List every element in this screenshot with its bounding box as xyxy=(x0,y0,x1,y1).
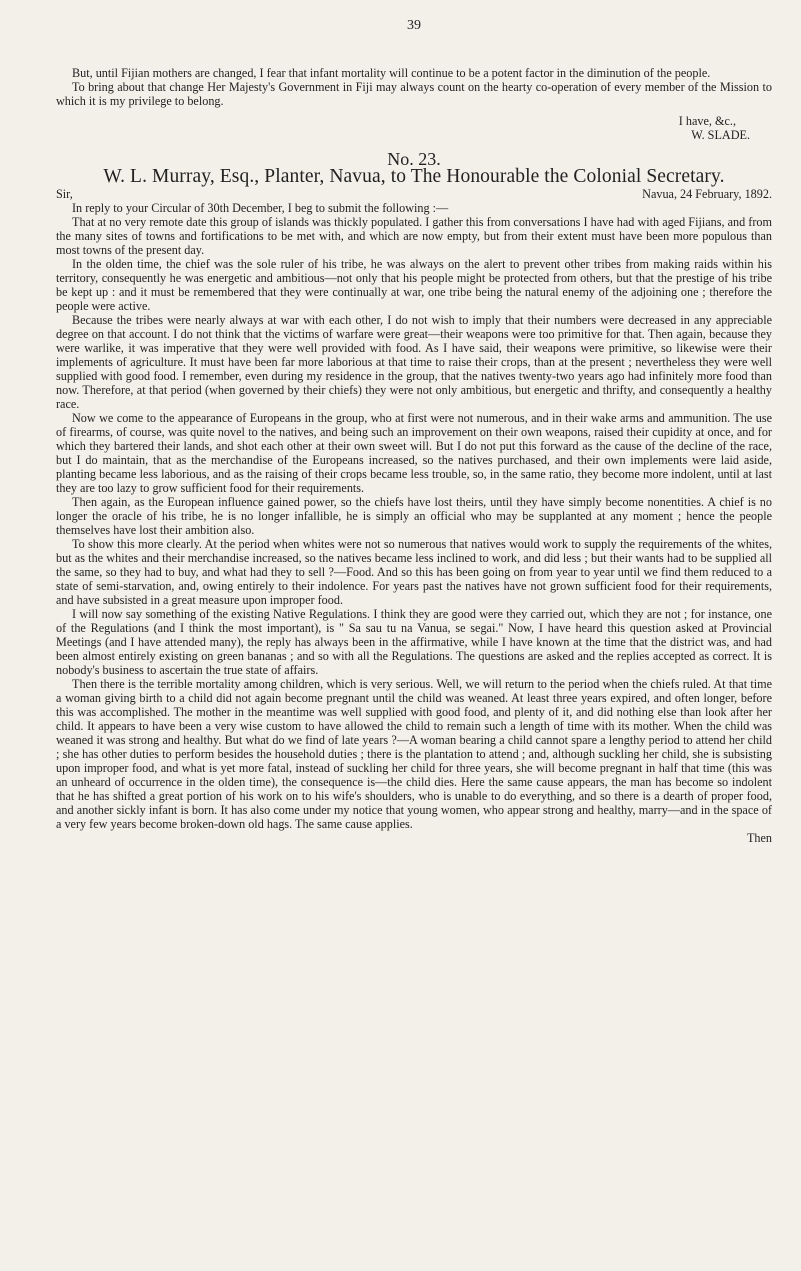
catchword: Then xyxy=(746,831,772,845)
letter-number: No. 23. xyxy=(387,149,441,169)
paragraph: In the olden time, the chief was the sole ruler of his tribe, he was always on the alert to prevent other tribes from making raids within his territory, consequently he was energetic and ambitious—not only that his people might be protected from others, but that the prestige of his tribe be kept up : and it must be remembered that they were continually at war, one tribe being the natural enemy of the adjoining one ; therefore the people were active. xyxy=(56,257,772,313)
paragraph: To show this more clearly. At the period when whites were not so numerous that natives would work to supply the requirements of the whites, but as the whites and their merchandise increased, so the natives became less inclined to work, and did less ; but their wants had to be supplied all the same, so they had to buy, and what had they to sell ?—Food. And so this has been going on from year to year until we find them reduced to a state of semi-starvation, and, owing entirely to their indolence. For years past the natives have not grown sufficient food for their requirements, and have subsisted in a great measure upon improper food. xyxy=(56,537,772,607)
document-page xyxy=(56,0,772,1271)
closing-line: I have, &c., xyxy=(678,114,736,128)
salutation-row xyxy=(56,187,772,201)
paragraph: That at no very remote date this group of islands was thickly populated. I gather this from conversations I have had with aged Fijians, and from the many sites of towns and fortifications to be met with, and which are now empty, but from their extent must have been more populous than most towns of the present day. xyxy=(56,215,772,257)
letter-title: W. L. Murray, Esq., Planter, Navua, to The Honourable the Colonial Secretary. xyxy=(103,166,725,187)
paragraph: Because the tribes were nearly always at war with each other, I do not wish to imply that their numbers were decreased in any appreciable degree on that account. I do not think that the victims of warfare were great—their weapons were too primitive for that. Then again, because they were warlike, it was imperative that they were well provided with food. As I have said, their weapons were primitive, so likewise were their implements of agriculture. It must have been far more laborious at that time to raise their crops, than at the present ; nevertheless they were well supplied with good food. I remember, even during my residence in the group, that the natives twenty-two years ago had infinitely more food than now. Therefore, at that period (when governed by their chiefs) they were not only ambitious, but energetic and thrifty, and consequently a healthy race. xyxy=(56,313,772,411)
paragraph: In reply to your Circular of 30th December, I beg to submit the following :— xyxy=(72,201,449,215)
top-paragraph: But, until Fijian mothers are changed, I fear that infant mortality will continue to be a potent factor in the diminution of the people. xyxy=(72,66,711,80)
paragraph: I will now say something of the existing Native Regulations. I think they are good were they carried out, which they are not ; for instance, one of the Regulations (and I think the most important), is " Sa sau tu na Vanua, se segai." Now, I have heard this question asked at Provincial Meetings (and I have attended many), the reply has always been in the affirmative, while I have known at the time that the district was, and had been almost entirely existing on green bananas ; and so with all the Regulations. The questions are asked and the replies accepted as correct. It is nobody's business to ascertain the true state of affairs. xyxy=(56,607,772,677)
signature: W. SLADE. xyxy=(691,128,750,142)
paragraph: Then again, as the European influence gained power, so the chiefs have lost theirs, until they have simply become nonentities. A chief is no longer the oracle of his tribe, he is no longer infallible, he is simply an official who may be supplanted at any moment ; hence the people themselves have lost their ambition also. xyxy=(56,495,772,537)
salutation: Sir, xyxy=(56,187,73,201)
page-number: 39 xyxy=(407,18,421,33)
top-paragraph: To bring about that change Her Majesty's Government in Fiji may always count on the hearty co-operation of every member of the Mission to which it is my privilege to belong. xyxy=(56,80,772,108)
paragraph: Now we come to the appearance of Europeans in the group, who at first were not numerous, and in their wake arms and ammunition. The use of firearms, of course, was quite novel to the natives, and being such an improvement on their own weapons, raised their cupidity at once, and for which they bartered their lands, and shot each other at their own sweet will. But I do not put this forward as the cause of the decline of the race, but I do maintain, that as the merchandise of the Europeans increased, so the natives purchased, and their own implements were laid aside, planting became less laborious, and as the raising of their crops became less trouble, so, in the same ratio, they become more indolent, until at last they are too lazy to grow sufficient food for their requirements. xyxy=(56,411,772,495)
dateline: Navua, 24 February, 1892. xyxy=(642,187,772,201)
body-text xyxy=(56,66,772,845)
paragraph: Then there is the terrible mortality among children, which is very serious. Well, we will return to the period when the chiefs ruled. At that time a woman giving birth to a child did not again become pregnant until the child was weaned. At least three years expired, and often longer, before this was accomplished. The mother in the meantime was well supplied with good food, and plenty of it, and did nothing else than look after her child. It appears to have been a very wise custom to have allowed the child to remain such a length of time with its mother. When the child was weaned it was strong and healthy. But what do we find of late years ?—A woman bearing a child cannot spare a lengthy period to attend her child ; she has other duties to perform besides the household duties ; there is the plantation to attend ; and, although suckling her child, she is subsisting upon improper food, and what is yet more fatal, instead of suckling her child for three years, she will become pregnant in half that time (this was an unheard of occurrence in the olden time), the consequence is—the child dies. Here the same cause appears, the man has become so indolent that he has shifted a great portion of his work on to his wife's shoulders, who is unable to do everything, and so there is a dearth of proper food, and another sickly infant is born. It has also come under my notice that young women, who appear strong and healthy, marry—and in the space of a very few years become broken-down old hags. The same cause applies. xyxy=(56,677,772,831)
